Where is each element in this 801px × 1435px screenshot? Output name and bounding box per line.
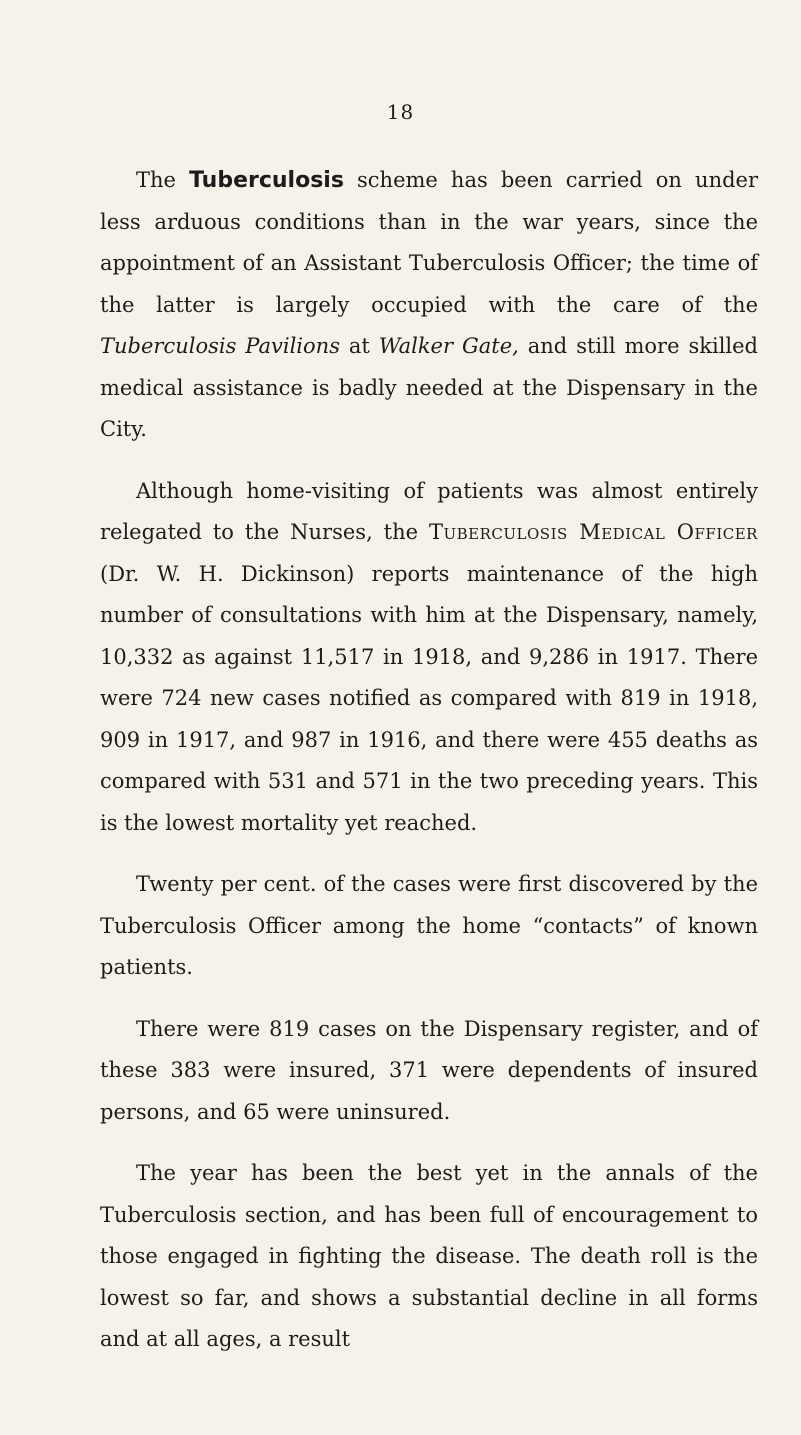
paragraph-1-text-g: and still more skilled medical assistance is badly needed at the Dispensary in the City. — [100, 334, 758, 441]
paragraph-1-heading-term: Tuberculosis — [189, 168, 344, 193]
paragraph-2 — [100, 471, 758, 845]
paragraph-2-text-a: Although home-visiting of patients was almost entirely relegated to the Nurses, the — [100, 478, 758, 544]
paragraph-5-text: The year has been the best yet in the annals of the Tuberculosis section, and has been full of encouragement to those engaged in fighting the disease. The death roll is the lowest so far, and shows a substantial decline in all forms and at all ages, a result — [100, 1161, 758, 1351]
page-number: 18 — [386, 100, 415, 124]
paragraph-4-text: There were 819 cases on the Dispensary register, and of these 383 were insured, 371 were dependents of insured persons, and 65 were uninsured. — [100, 1016, 758, 1124]
body-text — [100, 160, 758, 1381]
paragraph-3 — [100, 864, 758, 989]
paragraph-1-text-c: scheme has been carried on under less arduous conditions than in the war years, since the appointment of an Assistant Tuberculosis Officer; the time of the latter is largely occupied with the care of the — [100, 168, 759, 317]
paragraph-2-smallcaps-title: Tuberculosis Medical Officer — [429, 520, 758, 544]
paragraph-1 — [100, 160, 758, 451]
paragraph-3-text: Twenty per cent. of the cases were first discovered by the Tuberculosis Officer among the home “contacts” of known patients. — [100, 872, 758, 979]
paragraph-1-italic-walker-gate: Walker Gate, — [378, 334, 519, 358]
paragraph-1-text-a: The — [136, 168, 190, 192]
paragraph-4 — [100, 1009, 758, 1134]
paragraph-2-text-c: (Dr. W. H. Dickinson) reports maintenance of the high number of consultations with him at the Dispensary, namely, 10,332 as against 11,517 in 1918, and 9,286 in 1917. There were 724 new cases notified as compared with 819 in 1918, 909 in 1917, and 987 in 1916, and there were 455 deaths as compared with 531 and 571 in the two preceding years. This is the lowest mortality yet reached. — [100, 561, 758, 835]
paragraph-5 — [100, 1153, 758, 1361]
paragraph-1-text-e: at — [339, 334, 379, 358]
paragraph-1-italic-pavilions: Tuberculosis Pavilions — [100, 334, 340, 358]
